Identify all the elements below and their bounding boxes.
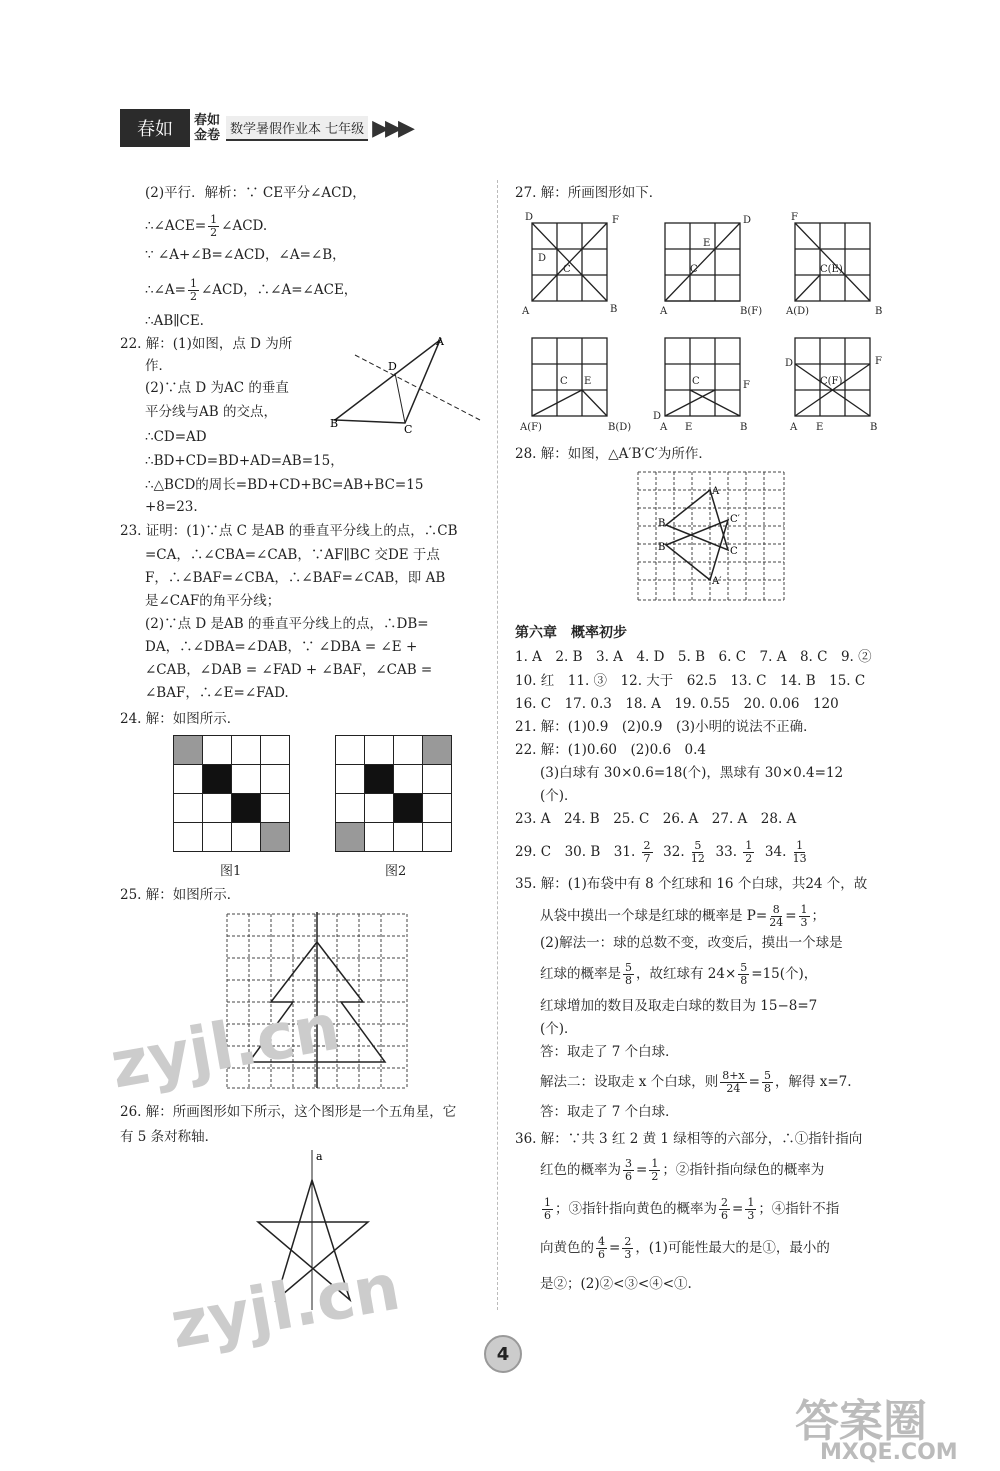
denominator: 6 (598, 1248, 605, 1261)
q27-figures (520, 208, 890, 433)
fraction (188, 278, 199, 303)
text-span: 解法二：设取走 x 个白球，则 (540, 1074, 719, 1090)
numerator: 5 (763, 1069, 771, 1082)
page-number: 4 (484, 1335, 522, 1373)
column-divider (497, 180, 499, 1310)
answer-line: 21. 解：(1)0.9 (2)0.9 (3)小明的说法不正确． (515, 719, 817, 735)
q35-line: 红球增加的数目及取走白球的数目为 15−8=7 (540, 998, 818, 1014)
text-line: (2)平行．解析：∵ CE平分∠ACD， (145, 185, 366, 201)
fig-label: F (743, 380, 750, 391)
denominator: 8 (740, 974, 748, 987)
q23-line: 23. 证明：(1)∵点 C 是AB 的垂直平分线上的点，∴CB (120, 523, 458, 539)
text-span: ，(1)可能性最大的是①，最小的 (635, 1240, 830, 1256)
footer-watermark-logo: 答案圈 (795, 1396, 927, 1447)
denominator: 3 (747, 1209, 755, 1222)
watermark-2: zyjl.cn (165, 1250, 406, 1364)
q35-line: (个)． (540, 1021, 578, 1037)
text-line: ∵ ∠A+∠B=∠ACD，∠A=∠B， (145, 247, 346, 263)
numerator: 2 (643, 839, 651, 852)
brand-name (194, 113, 224, 143)
fig-label: F (791, 212, 798, 223)
denominator: 2 (189, 290, 197, 303)
fig-label: B (610, 304, 618, 315)
q22-line: ∴BD+CD=BD+AD=AB=15， (145, 453, 344, 469)
fraction (208, 214, 219, 239)
fig-label: D (525, 212, 534, 223)
q22-line: ∴△BCD的周长=BD+CD+BC=AB+BC=15 (145, 477, 424, 493)
numerator: 1 (800, 903, 808, 916)
answer-line: 1. A 2. B 3. A 4. D 5. B 6. C 7. A 8. C 9. ② (515, 649, 872, 665)
numerator: 1 (747, 1196, 755, 1209)
fig-label: B (740, 422, 748, 433)
q26-line: 26. 解：所画图形如下所示，这个图形是一个五角星，它 (120, 1104, 457, 1120)
subject-label: 数学暑假作业本 七年级 (226, 116, 368, 141)
denominator: 3 (624, 1248, 632, 1261)
denominator: 8 (763, 1082, 771, 1095)
denominator: 7 (643, 852, 651, 865)
fig-label: C (692, 376, 700, 387)
numerator: 3 (625, 1157, 632, 1170)
numerator: 8 (772, 903, 780, 916)
fig-label: B (870, 422, 878, 433)
denominator: 24 (726, 1082, 741, 1095)
q28-grid-figure (636, 470, 786, 610)
denominator: 6 (721, 1209, 728, 1222)
text-span: ；②指针指向绿色的概率为 (662, 1162, 825, 1178)
text-span: 33. (715, 844, 737, 860)
fig-label: A (790, 422, 798, 433)
q22-line: +8=23. (145, 499, 198, 515)
numerator: 1 (544, 1196, 551, 1209)
fig-label: A (660, 306, 668, 317)
denominator: 12 (690, 852, 705, 865)
q23-line: =CA，∴∠CBA=∠CAB，∵AF∥BC 交DE 于点 (145, 547, 440, 563)
q22-line: 作． (145, 358, 172, 374)
numerator: 2 (721, 1196, 728, 1209)
footer-watermark-url: MXQE.COM (820, 1440, 958, 1465)
watermark-1: zyjl.cn (105, 990, 346, 1104)
text-span: = (785, 908, 797, 924)
q22-line: 平分线与AB 的交点， (145, 404, 277, 420)
numerator: 8+x (722, 1069, 745, 1082)
text-span: ；④指针不指 (758, 1201, 840, 1217)
fig-label: B(D) (608, 422, 632, 433)
text-span: = (732, 1201, 744, 1217)
text-span: = (609, 1240, 621, 1256)
denominator: 2 (745, 852, 753, 865)
point-label-b: B (330, 417, 339, 430)
q23-line: F，∴∠BAF=∠CBA，∴∠BAF=∠CAB，即 AB (145, 570, 446, 586)
q22-line: ∴CD=AD (145, 429, 207, 445)
q24-grid-2 (335, 735, 452, 852)
denominator: 13 (792, 852, 807, 865)
fraction (769, 904, 783, 929)
brand-logo: 春如 (120, 109, 190, 147)
denominator: 6 (625, 1170, 632, 1183)
q25-heading: 25. 解：如图所示． (120, 887, 241, 903)
fig-label: C(E) (820, 264, 843, 275)
answer-line: (3)白球有 30×0.6=18(个)，黑球有 30×0.4=12 (540, 765, 844, 781)
text-span: ∴∠ACE= (145, 218, 207, 234)
text-span: 32. (663, 844, 685, 860)
fraction (622, 1236, 633, 1261)
answer-line: (个)． (540, 788, 578, 804)
q35-line: 答：取走了 7 个白球． (540, 1044, 679, 1060)
q36-line (540, 1236, 830, 1261)
q22-line: 22. 解：(1)如图，点 D 为所 (120, 336, 293, 352)
numerator: 4 (598, 1235, 605, 1248)
fraction (649, 1158, 660, 1183)
fraction (623, 1158, 634, 1183)
fraction (691, 840, 705, 865)
denominator: 2 (651, 1170, 659, 1183)
arrows-icon: ▶▶▶ (372, 115, 411, 141)
answer-line: 16. C 17. 0.3 18. A 19. 0.55 20. 0.06 120 (515, 696, 839, 712)
q23-line: ∠CAB，∠DAB = ∠FAD + ∠BAF，∠CAB = (145, 662, 433, 678)
fig1-caption: 图1 (220, 864, 242, 879)
text-line: ∴AB∥CE. (145, 313, 204, 329)
text-span: ； (811, 908, 825, 924)
fig-label: A(F) (520, 422, 542, 433)
point-label-d: D (388, 360, 397, 373)
q23-line: DA，∴∠DBA=∠DAB，∵ ∠DBA = ∠E + (145, 639, 418, 655)
point-label: A (712, 486, 720, 497)
numerator: 1 (189, 277, 197, 290)
text-span: =15(个)， (751, 966, 818, 982)
fraction (719, 1197, 730, 1222)
answer-line: 23. A 24. B 25. C 26. A 27. A 28. A (515, 811, 797, 827)
q23-line: 是∠CAF的角平分线； (145, 593, 281, 609)
point-label: C′ (730, 514, 740, 525)
numerator: 1 (651, 1157, 659, 1170)
text-span: ∴∠A= (145, 282, 186, 298)
fig-label: E (816, 422, 824, 433)
fraction (793, 840, 807, 865)
denominator: 24 (769, 916, 784, 929)
q24-grid-1 (173, 735, 290, 852)
point-label-c: C (404, 423, 413, 435)
text-span: 红色的概率为 (540, 1162, 621, 1178)
fig2-caption: 图2 (385, 864, 407, 879)
text-span: ∠ACD. (221, 218, 268, 234)
point-label: A′ (712, 576, 722, 587)
numerator: 1 (210, 213, 218, 226)
numerator: 5 (740, 961, 748, 974)
fig-label: A (522, 306, 530, 317)
fig-label: B(F) (740, 306, 763, 317)
fig-label: C(F) (820, 376, 843, 387)
fraction (542, 1197, 553, 1222)
fraction (745, 1197, 756, 1222)
fig-label: E (584, 376, 592, 387)
fig-label: A (660, 422, 668, 433)
fig-label: C (690, 264, 698, 275)
text-span: 29. C 30. B 31. (515, 844, 636, 860)
q23-line: ∠BAF，∴∠E=∠FAD. (145, 685, 289, 701)
point-label: B (658, 518, 666, 529)
text-span: 34. (764, 844, 787, 860)
answer-line: 10. 红 11. ③ 12. 大于 62.5 13. C 14. B 15. C (515, 673, 866, 689)
numerator: 5 (694, 839, 702, 852)
q24-heading: 24. 解：如图所示． (120, 711, 241, 727)
q35-line: (2)解法一：球的总数不变，改变后，摸出一个球是 (540, 935, 843, 951)
answer-line-29 (515, 840, 809, 865)
fraction (623, 962, 634, 987)
fig-label: C (560, 376, 568, 387)
q36-line: 是②；(2)②<③<④<①. (540, 1276, 692, 1292)
fraction (762, 1070, 773, 1095)
text-line (145, 278, 357, 303)
fig-label: C (563, 264, 571, 275)
text-span: 从袋中摸出一个球是红球的概率是 P= (540, 908, 768, 924)
brand-line-1: 春如 (194, 113, 221, 128)
fig-label: E (685, 422, 693, 433)
text-span: = (748, 1074, 760, 1090)
fig-label: D (743, 215, 752, 226)
answer-line: 22. 解：(1)0.60 (2)0.6 0.4 (515, 742, 707, 758)
fraction (743, 840, 754, 865)
text-span: ，故红球有 24× (636, 966, 737, 982)
fig-label: D (785, 358, 794, 369)
text-span: 红球的概率是 (540, 966, 621, 982)
denominator: 3 (800, 916, 808, 929)
denominator: 8 (625, 974, 632, 987)
fraction (642, 840, 653, 865)
numerator: 1 (796, 839, 804, 852)
fig-label: F (612, 215, 619, 226)
fraction (596, 1236, 607, 1261)
text-span: = (636, 1162, 648, 1178)
header-banner (120, 108, 411, 148)
point-label-a: A (436, 335, 444, 348)
numerator: 1 (745, 839, 753, 852)
fig-label: F (875, 356, 882, 367)
axis-label: a (316, 1150, 323, 1163)
q28-heading: 28. 解：如图，△A′B′C′为所作． (515, 446, 712, 462)
fraction (799, 904, 810, 929)
numerator: 2 (624, 1235, 632, 1248)
q36-line (540, 1197, 839, 1222)
brand-line-2: 金卷 (194, 128, 221, 143)
text-span: ∠ACD，∴∠A=∠ACE， (200, 282, 358, 298)
fig-label: D (653, 411, 662, 422)
fig-label: D (538, 253, 547, 264)
denominator: 6 (544, 1209, 551, 1222)
text-span: ，解得 x=7. (774, 1074, 852, 1090)
q36-line (540, 1158, 824, 1183)
fig-label: A(D) (786, 306, 810, 317)
point-label: C (730, 546, 738, 557)
q27-heading: 27. 解：所画图形如下． (515, 185, 663, 201)
q22-line: (2)∵点 D 为AC 的垂直 (145, 380, 289, 396)
fraction (738, 962, 749, 987)
chapter-title: 第六章 概率初步 (515, 625, 627, 641)
denominator: 2 (210, 226, 218, 239)
fraction (720, 1070, 746, 1095)
q23-line: (2)∵点 D 是AB 的垂直平分线上的点，∴DB= (145, 616, 429, 632)
numerator: 5 (625, 961, 632, 974)
q36-line: 36. 解：∵共 3 红 2 黄 1 绿相等的六部分，∴①指针指向 (515, 1131, 863, 1147)
text-span: ；③指针指向黄色的概率为 (555, 1201, 717, 1217)
q35-line (540, 962, 817, 987)
q35-line (540, 1070, 852, 1095)
q26-line: 有 5 条对称轴． (120, 1129, 219, 1145)
q35-line (540, 904, 825, 929)
fig-label: B (875, 306, 883, 317)
q35-line: 答：取走了 7 个白球． (540, 1104, 679, 1120)
text-span: 向黄色的 (540, 1240, 594, 1256)
q22-triangle-figure (320, 335, 490, 435)
fig-label: E (703, 238, 711, 249)
q35-line: 35. 解：(1)布袋中有 8 个红球和 16 个白球，共24 个，故 (515, 876, 868, 892)
text-line (145, 214, 267, 239)
point-label: B′ (658, 542, 668, 553)
